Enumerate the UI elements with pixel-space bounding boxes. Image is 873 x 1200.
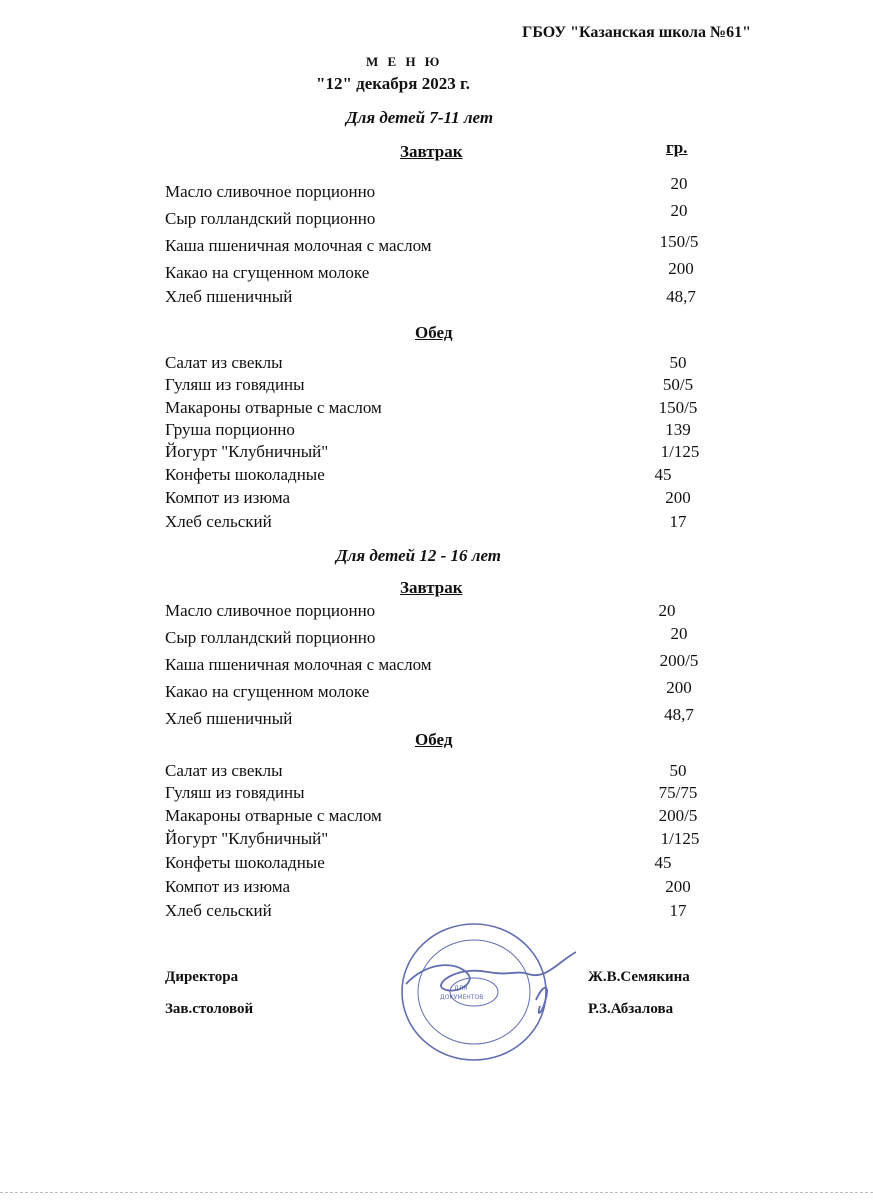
lunch-heading-7-11: Обед bbox=[415, 323, 453, 342]
menu-item-qty: 150/5 bbox=[658, 398, 698, 417]
menu-item-name: Хлеб пшеничный bbox=[165, 287, 293, 306]
menu-item-name: Компот из изюма bbox=[165, 877, 291, 896]
menu-item-name: Салат из свеклы bbox=[165, 761, 283, 780]
stamp-graphic bbox=[396, 922, 576, 1072]
menu-item-name: Груша порционно bbox=[165, 420, 295, 439]
stamp-center-ring bbox=[450, 978, 498, 1006]
page-bottom-edge bbox=[0, 1192, 873, 1193]
menu-item-name: Конфеты шоколадные bbox=[165, 465, 325, 484]
menu-item-qty: 45 bbox=[654, 853, 672, 872]
age-group-title-7-11: Для детей 7-11 лет bbox=[346, 108, 494, 127]
menu-item-qty: 200 bbox=[665, 877, 691, 896]
menu-item-qty: 75/75 bbox=[658, 783, 698, 802]
menu-item-name: Масло сливочное порционно bbox=[165, 182, 376, 201]
breakfast-heading-12-16: Завтрак bbox=[400, 578, 463, 597]
unit-heading: гр. bbox=[666, 138, 688, 157]
menu-item-name: Салат из свеклы bbox=[165, 353, 283, 372]
age-group-title-12-16: Для детей 12 - 16 лет bbox=[336, 546, 502, 565]
menu-item-qty: 200/5 bbox=[659, 651, 699, 670]
stamp-outer-ring bbox=[402, 924, 546, 1060]
menu-item-qty: 200/5 bbox=[658, 806, 698, 825]
menu-item-name: Сыр голландский порционно bbox=[165, 628, 376, 647]
menu-item-name: Какао на сгущенном молоке bbox=[165, 682, 370, 701]
menu-item-qty: 50 bbox=[669, 761, 687, 780]
menu-item-qty: 20 bbox=[670, 174, 688, 193]
menu-item-name: Каша пшеничная молочная с маслом bbox=[165, 236, 432, 255]
director-label: Директора bbox=[165, 969, 239, 985]
school-name: ГБОУ "Казанская школа №61" bbox=[522, 24, 751, 41]
canteen-manager-label: Зав.столовой bbox=[165, 1001, 254, 1017]
menu-item-qty: 48,7 bbox=[664, 705, 694, 724]
menu-item-name: Масло сливочное порционно bbox=[165, 601, 376, 620]
breakfast-heading-7-11: Завтрак bbox=[400, 142, 463, 161]
menu-item-qty: 45 bbox=[654, 465, 672, 484]
menu-title: М Е Н Ю bbox=[366, 54, 443, 69]
menu-item-qty: 1/125 bbox=[660, 829, 700, 848]
menu-item-qty: 20 bbox=[670, 201, 688, 220]
menu-item-qty: 20 bbox=[670, 624, 688, 643]
menu-date: "12" декабря 2023 г. bbox=[316, 74, 471, 93]
menu-item-qty: 48,7 bbox=[666, 287, 696, 306]
stamp-text-top: ДЛЯ bbox=[454, 985, 468, 992]
menu-item-qty: 50 bbox=[669, 353, 687, 372]
menu-item-qty: 200 bbox=[665, 488, 691, 507]
menu-item-qty: 20 bbox=[658, 601, 676, 620]
lunch-heading-12-16: Обед bbox=[415, 730, 453, 749]
menu-item-qty: 17 bbox=[669, 512, 687, 531]
menu-item-name: Йогурт "Клубничный" bbox=[165, 442, 329, 461]
menu-item-qty: 17 bbox=[669, 901, 687, 920]
stamp-inner-ring bbox=[418, 940, 530, 1044]
menu-item-name: Макароны отварные с маслом bbox=[165, 806, 382, 825]
menu-item-name: Сыр голландский порционно bbox=[165, 209, 376, 228]
menu-item-name: Макароны отварные с маслом bbox=[165, 398, 382, 417]
menu-item-name: Хлеб пшеничный bbox=[165, 709, 293, 728]
menu-item-name: Компот из изюма bbox=[165, 488, 291, 507]
menu-item-qty: 1/125 bbox=[660, 442, 700, 461]
menu-item-qty: 139 bbox=[665, 420, 691, 439]
menu-item-qty: 200 bbox=[668, 259, 694, 278]
director-name: Ж.В.Семякина bbox=[588, 969, 690, 985]
menu-item-name: Хлеб сельский bbox=[165, 901, 272, 920]
menu-item-qty: 150/5 bbox=[659, 232, 699, 251]
menu-item-name: Каша пшеничная молочная с маслом bbox=[165, 655, 432, 674]
menu-item-name: Гуляш из говядины bbox=[165, 375, 305, 394]
menu-item-name: Конфеты шоколадные bbox=[165, 853, 325, 872]
menu-item-qty: 200 bbox=[666, 678, 692, 697]
stamp-text-bottom: ДОКУМЕНТОВ bbox=[440, 994, 484, 1001]
menu-item-qty: 50/5 bbox=[662, 375, 694, 394]
canteen-manager-name: Р.З.Абзалова bbox=[588, 1001, 674, 1017]
menu-item-name: Гуляш из говядины bbox=[165, 783, 305, 802]
menu-item-name: Йогурт "Клубничный" bbox=[165, 829, 329, 848]
official-stamp bbox=[396, 922, 576, 1072]
menu-item-name: Хлеб сельский bbox=[165, 512, 272, 531]
menu-item-name: Какао на сгущенном молоке bbox=[165, 263, 370, 282]
